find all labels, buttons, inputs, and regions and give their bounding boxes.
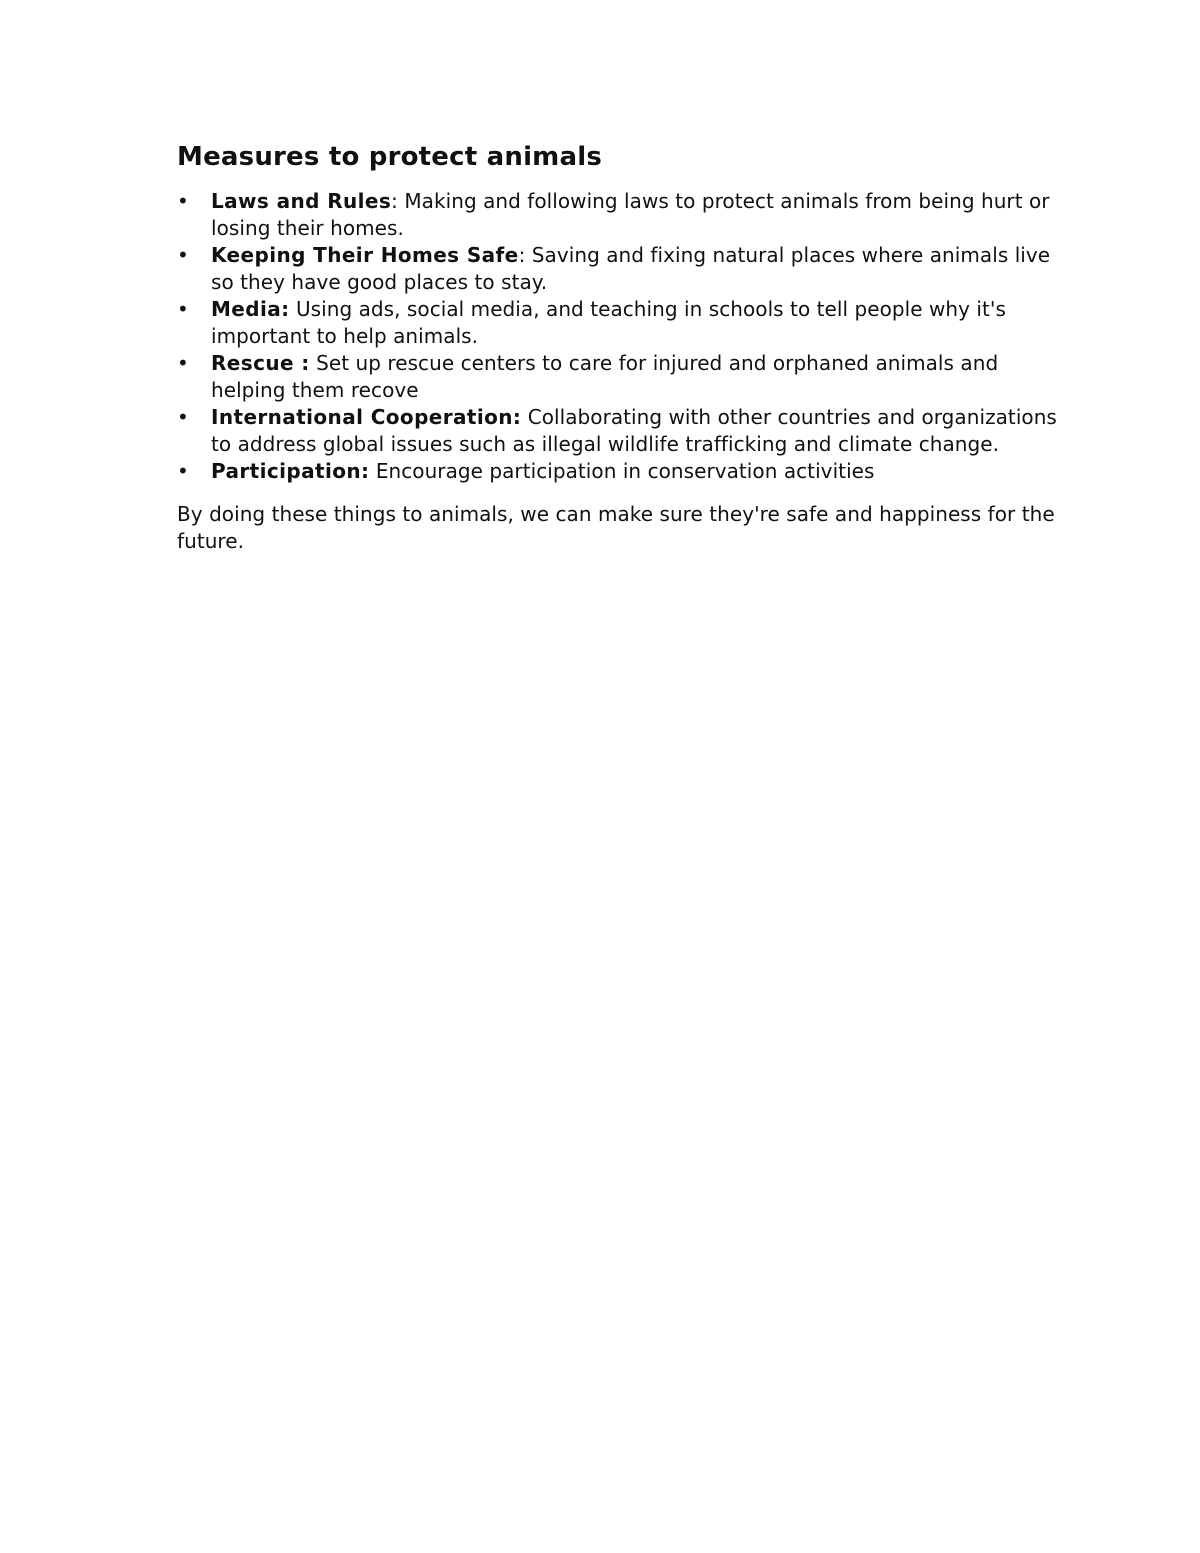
item-text: Using ads, social media, and teaching in schools to tell people why it's important to help animals. [211,297,1006,348]
item-term: Participation: [211,459,370,483]
list-item [177,350,1077,404]
list-item [177,458,1077,485]
bullet-icon: • [177,297,189,321]
bullet-icon: • [177,351,189,375]
item-term: Media: [211,297,290,321]
item-term: Keeping Their Homes Safe [211,243,519,267]
item-text: : Making and following laws to protect animals from being hurt or losing their homes. [211,189,1050,240]
list-item [177,188,1077,242]
item-term: Rescue : [211,351,310,375]
closing-paragraph: By doing these things to animals, we can make sure they're safe and happiness for the future. [177,502,1055,553]
list-item [177,242,1077,296]
bullet-icon: • [177,243,189,267]
list-item [177,296,1077,350]
item-text: Encourage participation in conservation activities [369,459,875,483]
document-content [177,138,1077,555]
item-term: Laws and Rules [211,189,392,213]
item-text: : Saving and fixing natural places where animals live so they have good places to stay. [211,243,1051,294]
item-text: Set up rescue centers to care for injured and orphaned animals and helping them recove [211,351,999,402]
measures-list [177,188,1077,485]
list-item [177,404,1077,458]
item-term: International Cooperation: [211,405,522,429]
bullet-icon: • [177,189,189,213]
item-text: Collaborating with other countries and organizations to address global issues such as illegal wildlife trafficking and climate change. [211,405,1057,456]
bullet-icon: • [177,459,189,483]
bullet-icon: • [177,405,189,429]
document-title: Measures to protect animals [177,142,603,172]
